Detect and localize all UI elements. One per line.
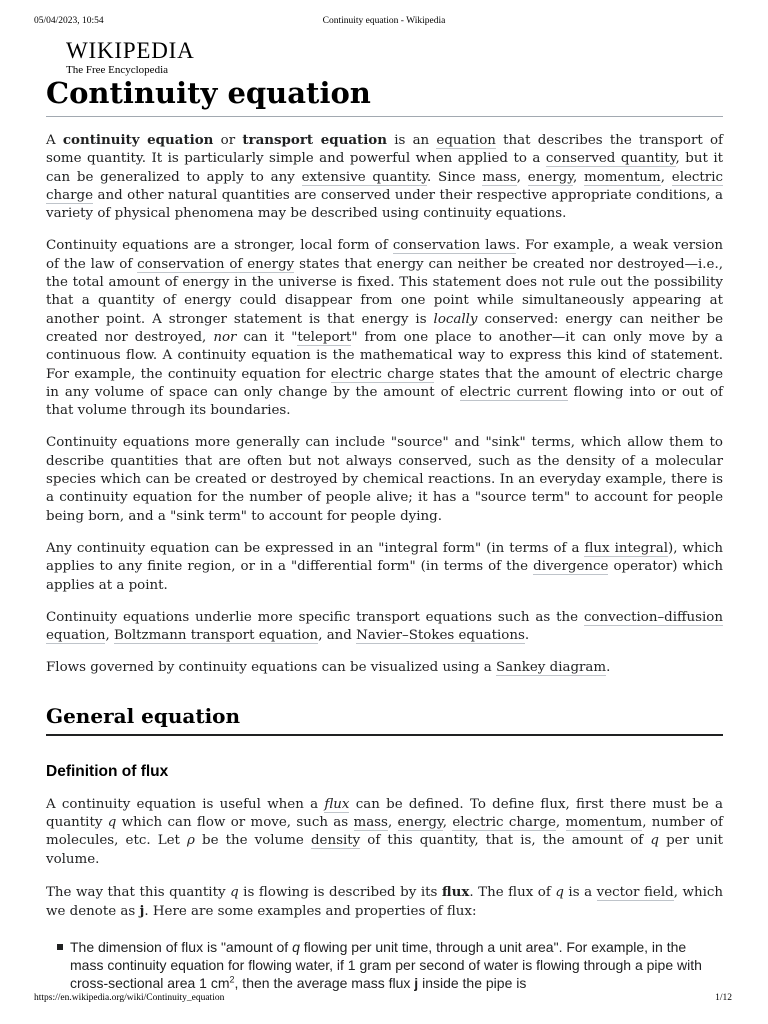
paragraph-transport-equations: Continuity equations underlie more specific transport equations such as the convection–diffusion equation, Boltzmann transport equation, and Navier–Stokes equations. [46, 609, 723, 644]
subsection-heading-definition-of-flux: Definition of flux [46, 762, 169, 780]
link-extensive-quantity[interactable]: extensive quantity [301, 169, 428, 185]
link-conservation-of-energy[interactable]: conservation of energy [137, 256, 295, 272]
link-electric-charge[interactable]: electric charge [330, 366, 435, 382]
print-datetime: 05/04/2023, 10:54 [34, 16, 104, 26]
bold-term: flux [441, 883, 470, 900]
variable-rho: ρ [187, 833, 195, 849]
variable-q: q [555, 884, 564, 900]
link-flux[interactable]: flux [324, 796, 350, 812]
variable-q: q [107, 815, 117, 831]
link-mass[interactable]: mass [482, 169, 517, 185]
print-page-title: Continuity equation - Wikipedia [322, 16, 446, 26]
bold-symbol-j: j [414, 975, 419, 992]
link-vector-field[interactable]: vector field [596, 884, 674, 900]
link-mass[interactable]: mass [353, 815, 388, 831]
paragraph-local-form: Continuity equations are a stronger, local form of conservation laws. For example, a weak version of the law of conservation of energy states that energy can neither be created nor destroyed—i.e., the total amount of energy in the universe is fixed. This statement does not rule out the possibility that a quantity of energy could disappear from one point while simultaneously appearing at another point. A stronger statement is that energy is locally conserved: energy can neither be created nor destroyed, nor can it "teleport" from one place to another—it can only move by a continuous flow. A continuity equation is the mathematical way to express this kind of statement. For example, the continuity equation for electric charge states that the amount of electric charge in any volume of space can only change by the amount of electric current flowing into or out of that volume through its boundaries. [46, 238, 724, 419]
paragraph-source-sink: Continuity equations more generally can include "source" and "sink" terms, which allow them to describe quantities that are often but not always conserved, such as the density of a molecular species which can be created or destroyed by chemical reactions. In an everyday example, there is a continuity equation for the number of people alive; it has a "source term" to account for people being born, and a "sink term" to account for people dying. [46, 435, 723, 524]
link-conserved-quantity[interactable]: conserved quantity [545, 151, 676, 167]
wikipedia-tagline: The Free Encyclopedia [66, 64, 169, 76]
print-page-number: 1/12 [715, 993, 732, 1003]
paragraph-flux-definition: A continuity equation is useful when a flux can be defined. To define flux, first there must be a quantity q which can flow or move, such as mass, energy, electric charge, momentum, number of molecules, etc. Let ρ be the volume density of this quantity, that is, the amount of q per unit volume. [46, 796, 724, 867]
link-divergence[interactable]: divergence [533, 559, 609, 575]
wikipedia-logo[interactable] [66, 39, 195, 76]
link-teleport[interactable]: teleport [297, 329, 352, 345]
link-electric-charge[interactable]: electric charge [452, 815, 556, 831]
link-navier-stokes-equations[interactable]: Navier–Stokes equations [356, 628, 525, 644]
variable-q: q [292, 938, 300, 955]
link-density[interactable]: density [310, 833, 361, 849]
variable-q: q [650, 833, 659, 849]
link-energy[interactable]: energy [397, 815, 443, 831]
list-item: The dimension of flux is "amount of q flowing per unit time, through a unit area". For example, in the mass continuity equation for flowing water, if 1 gram per second of water is flowing through a pipe with cross-sectional area 1 $cm^2$, then the average mass flux j inside the pipe is [70, 938, 723, 993]
link-electric-charge[interactable]: electric charge [46, 169, 723, 203]
link-electric-current[interactable]: electric current [459, 384, 568, 400]
section-heading-general-equation: General equation [46, 702, 723, 736]
link-sankey-diagram[interactable]: Sankey diagram [495, 660, 607, 676]
paragraph-forms: Any continuity equation can be expressed in an "integral form" (in terms of a flux integral), which applies to any finite region, or in a "differential form" (in terms of the divergence operator) which applies at a point. [46, 540, 723, 593]
link-momentum[interactable]: momentum [565, 815, 643, 831]
bold-symbol-j: j [139, 903, 145, 920]
paragraph-flux-vector: The way that this quantity q is flowing is described by its flux. The flux of q is a vector field, which we denote as j. Here are some examples and properties of flux: [46, 883, 723, 920]
paragraph-intro: A continuity equation or transport equation is an equation that describes the transport of some quantity. It is particularly simple and powerful when applied to a conserved quantity, but it can be generalized to apply to any extensive quantity. Since mass, energy, momentum, electric charge and other natural quantities are conserved under their respective appropriate conditions, a variety of physical phenomena may be described using continuity equations. [46, 132, 724, 222]
page-title: Continuity equation [46, 74, 723, 117]
print-url: https://en.wikipedia.org/wiki/Continuity_equation [34, 993, 225, 1003]
link-equation[interactable]: equation [436, 133, 496, 148]
link-boltzmann-transport-equation[interactable]: Boltzmann transport equation [113, 628, 319, 644]
link-flux-integral[interactable]: flux integral [584, 540, 669, 556]
link-convection-diffusion-equation[interactable]: convection–diffusion equation [46, 609, 723, 644]
wikipedia-wordmark: WIKIPEDIA [66, 38, 195, 63]
flux-properties-list [46, 938, 723, 993]
link-momentum[interactable]: momentum [584, 169, 661, 185]
variable-q: q [230, 884, 239, 900]
bold-term: transport equation [242, 132, 387, 148]
link-energy[interactable]: energy [527, 169, 574, 185]
bold-term: continuity equation [62, 132, 214, 148]
article-content [46, 74, 723, 992]
link-conservation-laws[interactable]: conservation laws [392, 238, 516, 254]
paragraph-sankey: Flows governed by continuity equations can be visualized using a Sankey diagram. [46, 660, 611, 676]
